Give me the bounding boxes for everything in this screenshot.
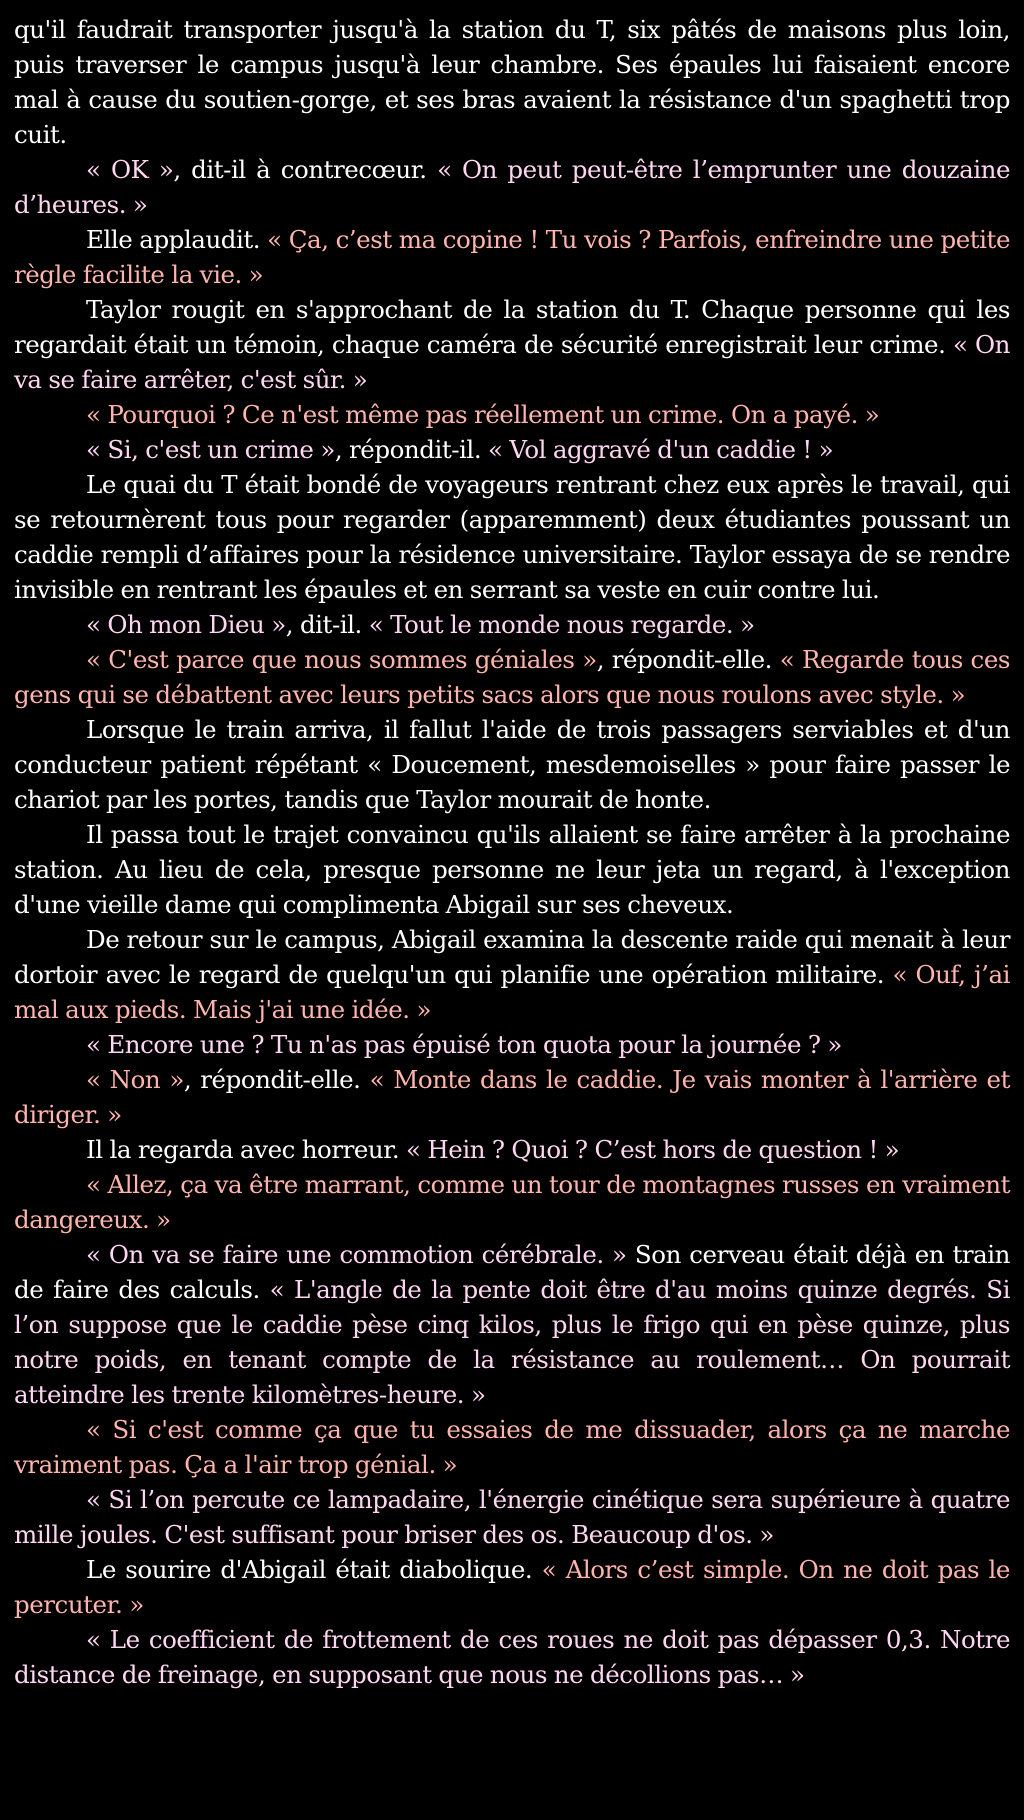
narration-text: qu'il faudrait transporter jusqu'à la station du T, six pâtés de maisons plus loin, puis traverser le campus jusqu'à leur chambre. Ses épaules lui faisaient encore mal à cause du soutien-gorge, et ses bras avaient la résistance d'un spaghetti trop cuit. bbox=[14, 15, 1010, 149]
dialogue-text: « Vol aggravé d'un caddie ! » bbox=[488, 435, 834, 464]
text-paragraph bbox=[14, 222, 1010, 292]
dialogue-text: « Regarde tous ces gens qui se débattent avec leurs petits sacs alors que nous roulons avec style. » bbox=[14, 645, 1010, 709]
text-paragraph bbox=[14, 1062, 1010, 1132]
narration-text: De retour sur le campus, Abigail examina la descente raide qui menait à leur dortoir avec le regard de quelqu'un qui planifie une opération militaire. bbox=[14, 925, 1010, 989]
text-paragraph bbox=[14, 432, 1010, 467]
text-paragraph bbox=[14, 1552, 1010, 1622]
text-paragraph bbox=[14, 1412, 1010, 1482]
narration-text: Il la regarda avec horreur. bbox=[86, 1135, 407, 1164]
dialogue-text: « Allez, ça va être marrant, comme un tour de montagnes russes en vraiment dangereux. » bbox=[14, 1170, 1010, 1234]
dialogue-text: « Tout le monde nous regarde. » bbox=[368, 610, 755, 639]
text-paragraph bbox=[14, 292, 1010, 397]
narration-text: Son cerveau était déjà en train de faire des calculs. bbox=[14, 1240, 1011, 1304]
text-paragraph bbox=[14, 1482, 1010, 1552]
dialogue-text: « Le coefficient de frottement de ces roues ne doit pas dépasser 0,3. Notre distance de freinage, en supposant que nous ne décollions pas… » bbox=[14, 1625, 1010, 1689]
dialogue-text: « C'est parce que nous sommes géniales » bbox=[86, 645, 597, 674]
narration-text: , répondit-elle. bbox=[183, 1065, 370, 1094]
dialogue-text: « OK » bbox=[86, 155, 174, 184]
dialogue-text: « Encore une ? Tu n'as pas épuisé ton quota pour la journée ? » bbox=[86, 1030, 842, 1059]
narration-text: Lorsque le train arriva, il fallut l'aide de trois passagers serviables et d'un conducteur patient répétant « Doucement, mesdemoiselles » pour faire passer le chariot par les portes, tandis que Taylor mourait de honte. bbox=[14, 715, 1010, 814]
dialogue-text: « Ça, c’est ma copine ! Tu vois ? Parfois, enfreindre une petite règle facilite la vie. » bbox=[14, 225, 1010, 289]
dialogue-text: « Pourquoi ? Ce n'est même pas réellement un crime. On a payé. » bbox=[86, 400, 880, 429]
dialogue-text: « Si l’on percute ce lampadaire, l'énergie cinétique sera supérieure à quatre mille joules. C'est suffisant pour briser des os. Beaucoup d'os. » bbox=[14, 1485, 1010, 1549]
narration-text: Taylor rougit en s'approchant de la station du T. Chaque personne qui les regardait était un témoin, chaque caméra de sécurité enregistrait leur crime. bbox=[14, 295, 1010, 359]
text-paragraph bbox=[14, 397, 1010, 432]
text-paragraph bbox=[14, 12, 1010, 152]
dialogue-text: « Ouf, j’ai mal aux pieds. Mais j'ai une idée. » bbox=[14, 960, 1010, 1024]
dialogue-text: « On va se faire arrêter, c'est sûr. » bbox=[14, 330, 1010, 394]
narration-text: Il passa tout le trajet convaincu qu'ils allaient se faire arrêter à la prochaine station. Au lieu de cela, presque personne ne leur jeta un regard, à l'exception d'une vieille dame qui complimenta Abigail sur ses cheveux. bbox=[14, 820, 1010, 919]
dialogue-text: « On peut peut-être l’emprunter une douzaine d’heures. » bbox=[14, 155, 1010, 219]
narration-text: Elle applaudit. bbox=[86, 225, 268, 254]
narration-text: Le sourire d'Abigail était diabolique. bbox=[86, 1555, 542, 1584]
dialogue-text: « L'angle de la pente doit être d'au moins quinze degrés. Si l’on suppose que le caddie pèse cinq kilos, plus le frigo qui en pèse quinze, plus notre poids, en tenant compte de la résistance au roulement… On pourrait atteindre les trente kilomètres-heure. » bbox=[14, 1275, 1010, 1409]
text-paragraph bbox=[14, 712, 1010, 817]
narration-text: , répondit-elle. bbox=[596, 645, 780, 674]
narration-text: , dit-il. bbox=[285, 610, 369, 639]
text-paragraph bbox=[14, 1167, 1010, 1237]
narration-text: Le quai du T était bondé de voyageurs rentrant chez eux après le travail, qui se retournèrent tous pour regarder (apparemment) deux étudiantes poussant un caddie rempli d’affaires pour la résidence universitaire. Taylor essaya de se rendre invisible en rentrant les épaules et en serrant sa veste en cuir contre lui. bbox=[14, 470, 1010, 604]
text-paragraph bbox=[14, 642, 1010, 712]
dialogue-text: « Oh mon Dieu » bbox=[86, 610, 286, 639]
dialogue-text: « Monte dans le caddie. Je vais monter à l'arrière et diriger. » bbox=[14, 1065, 1010, 1129]
text-paragraph bbox=[14, 817, 1010, 922]
dialogue-text: « Non » bbox=[86, 1065, 184, 1094]
text-paragraph bbox=[14, 467, 1010, 607]
text-paragraph bbox=[14, 922, 1010, 1027]
dialogue-text: « On va se faire une commotion cérébrale. » bbox=[86, 1240, 627, 1269]
dialogue-text: « Alors c’est simple. On ne doit pas le percuter. » bbox=[14, 1555, 1010, 1619]
narration-text: , dit-il à contrecœur. bbox=[173, 155, 438, 184]
text-paragraph bbox=[14, 607, 1010, 642]
text-paragraph bbox=[14, 1027, 1010, 1062]
text-paragraph bbox=[14, 1132, 1010, 1167]
dialogue-text: « Hein ? Quoi ? C’est hors de question ! » bbox=[406, 1135, 900, 1164]
narration-text: , répondit-il. bbox=[334, 435, 488, 464]
dialogue-text: « Si, c'est un crime » bbox=[86, 435, 335, 464]
text-paragraph bbox=[14, 1237, 1010, 1412]
text-paragraph bbox=[14, 1622, 1010, 1692]
text-paragraph bbox=[14, 152, 1010, 222]
dialogue-text: « Si c'est comme ça que tu essaies de me dissuader, alors ça ne marche vraiment pas. Ça a l'air trop génial. » bbox=[14, 1415, 1010, 1479]
